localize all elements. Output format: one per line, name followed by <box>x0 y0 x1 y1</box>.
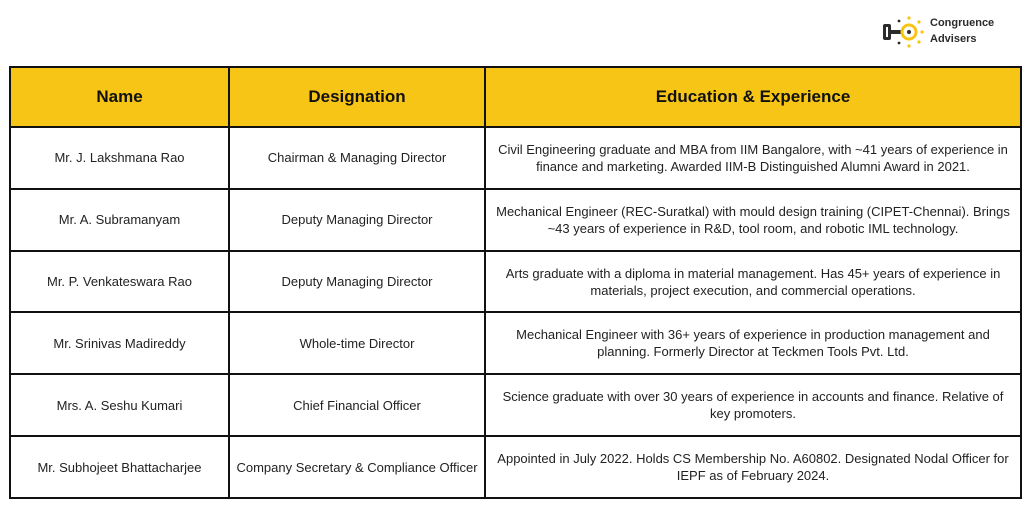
header-name: Name <box>10 67 229 127</box>
header-education: Education & Experience <box>485 67 1021 127</box>
brand-line-2: Advisers <box>930 33 977 45</box>
table-row <box>10 374 1021 436</box>
table-row <box>10 251 1021 313</box>
cell-name: Mr. Subhojeet Bhattacharjee <box>10 436 229 498</box>
key-logo-icon <box>882 14 926 48</box>
cell-designation: Chairman & Managing Director <box>229 127 485 189</box>
table-row <box>10 312 1021 374</box>
table-row <box>10 436 1021 498</box>
cell-name: Mr. J. Lakshmana Rao <box>10 127 229 189</box>
brand-line-1: Congruence <box>930 17 995 29</box>
cell-education: Mechanical Engineer with 36+ years of experience in production management and planning. Formerly Director at Teckmen Tools Pvt. Ltd. <box>485 312 1021 374</box>
header-row <box>10 67 1021 127</box>
cell-designation: Deputy Managing Director <box>229 189 485 251</box>
cell-designation: Whole-time Director <box>229 312 485 374</box>
cell-education: Civil Engineering graduate and MBA from IIM Bangalore, with ~41 years of experience in finance and marketing. Awarded IIM-B Distinguished Alumni Award in 2021. <box>485 127 1021 189</box>
cell-name: Mr. A. Subramanyam <box>10 189 229 251</box>
cell-name: Mrs. A. Seshu Kumari <box>10 374 229 436</box>
brand-name <box>930 15 994 47</box>
table-row <box>10 189 1021 251</box>
cell-designation: Deputy Managing Director <box>229 251 485 313</box>
brand-logo <box>882 14 994 48</box>
header-designation: Designation <box>229 67 485 127</box>
cell-education: Science graduate with over 30 years of experience in accounts and finance. Relative of key promoters. <box>485 374 1021 436</box>
table-row <box>10 127 1021 189</box>
cell-designation: Chief Financial Officer <box>229 374 485 436</box>
cell-name: Mr. Srinivas Madireddy <box>10 312 229 374</box>
cell-education: Mechanical Engineer (REC-Suratkal) with mould design training (CIPET-Chennai). Brings ~43 years of experience in R&D, tool room, and robotic IML technology. <box>485 189 1021 251</box>
cell-education: Appointed in July 2022. Holds CS Membership No. A60802. Designated Nodal Officer for IEPF as of February 2024. <box>485 436 1021 498</box>
cell-name: Mr. P. Venkateswara Rao <box>10 251 229 313</box>
cell-education: Arts graduate with a diploma in material management. Has 45+ years of experience in materials, project execution, and commercial operations. <box>485 251 1021 313</box>
management-table <box>9 66 1022 499</box>
cell-designation: Company Secretary & Compliance Officer <box>229 436 485 498</box>
